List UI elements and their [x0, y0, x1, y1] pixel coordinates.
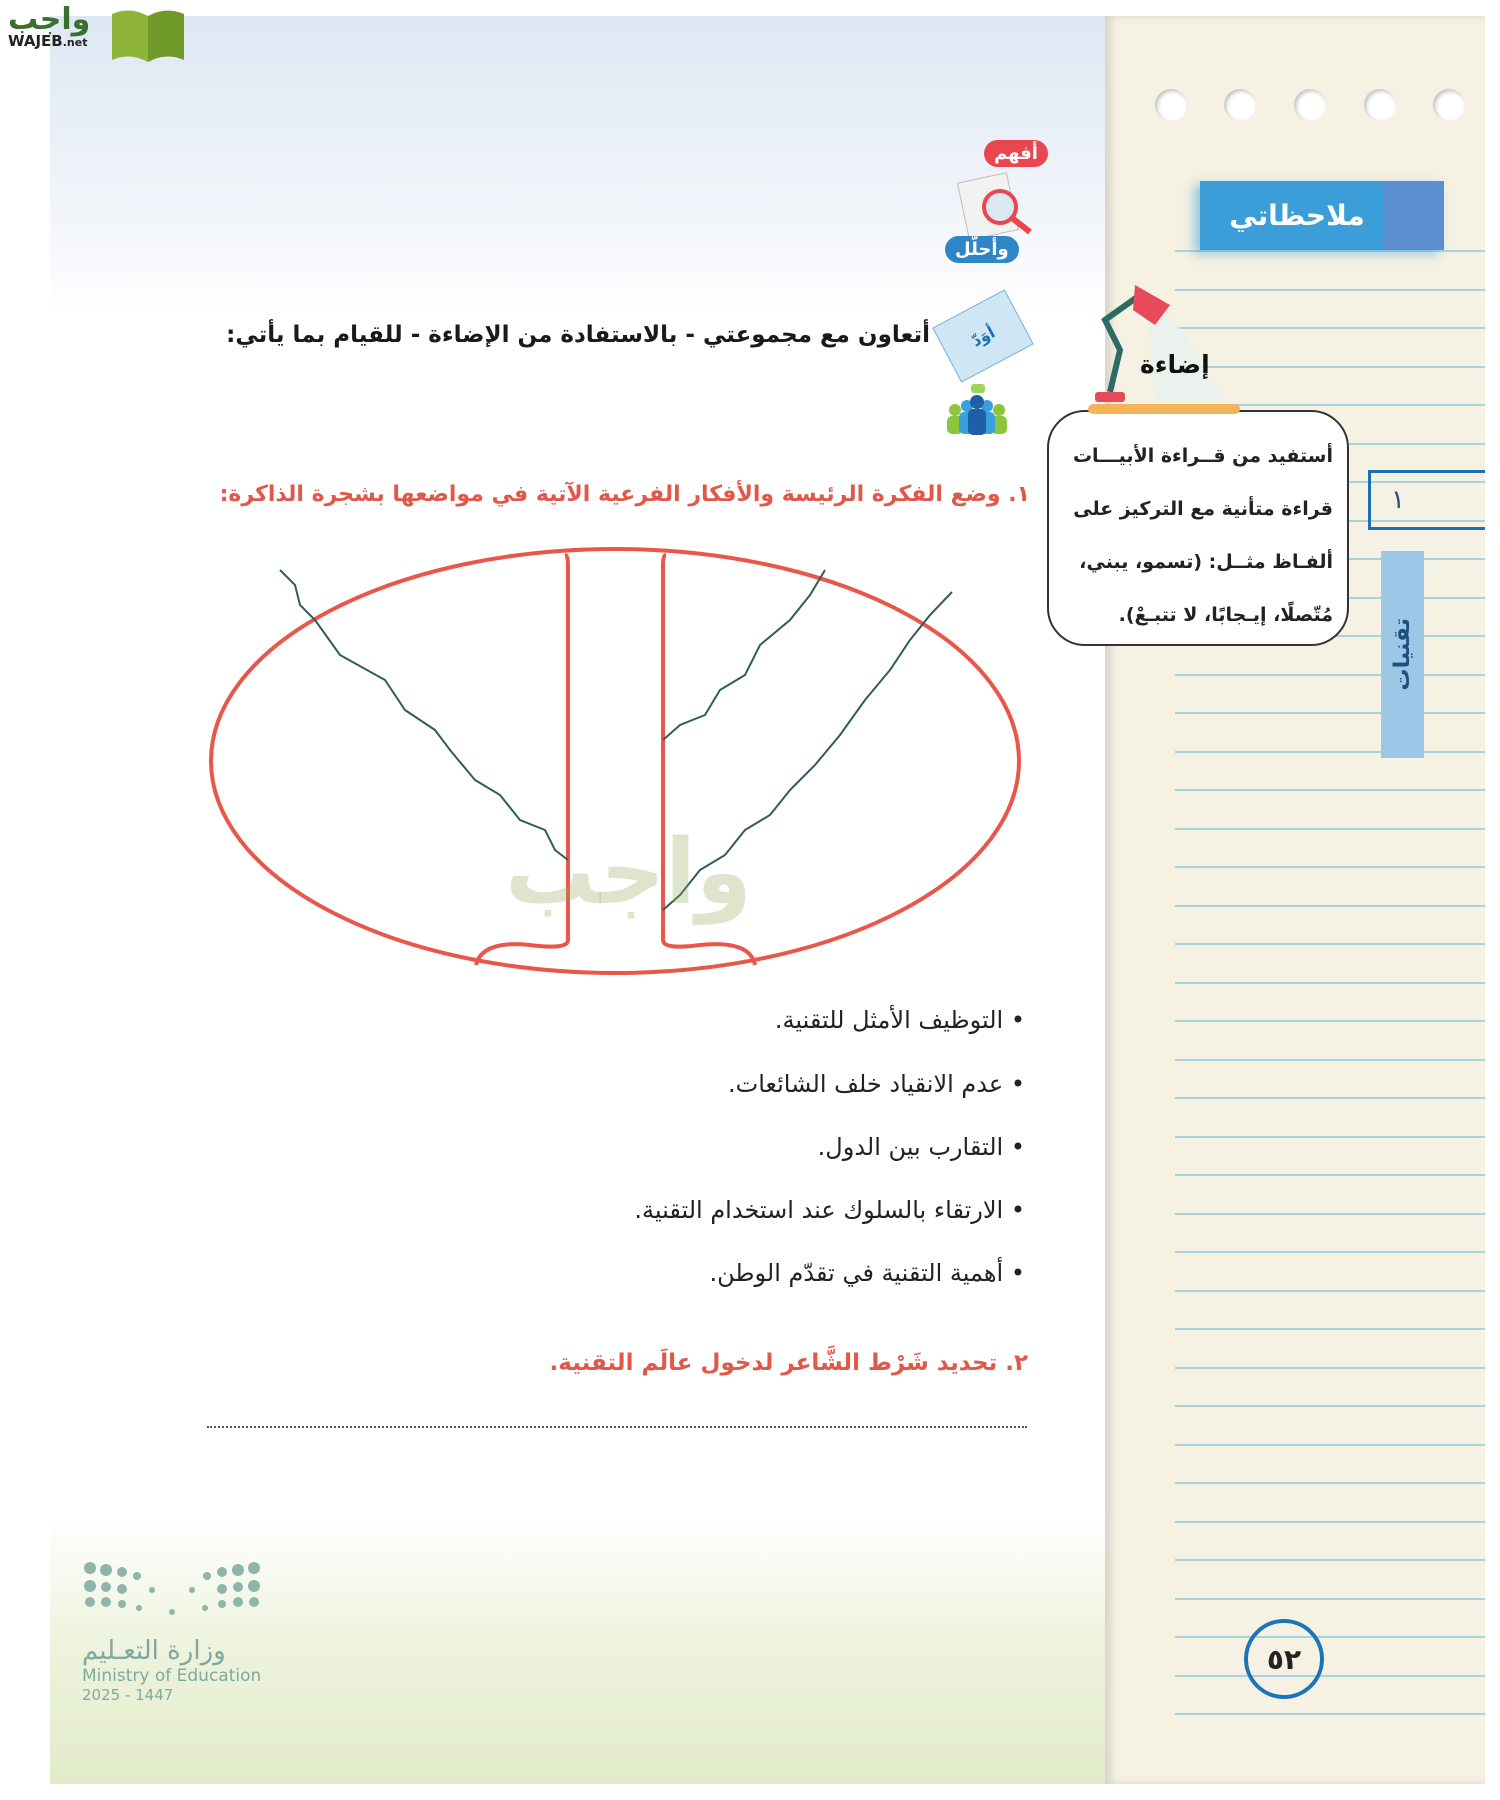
ruled-line — [1175, 712, 1485, 714]
ruled-line — [1175, 1059, 1485, 1061]
binder-hole — [1364, 89, 1396, 121]
group-icon — [943, 382, 1011, 436]
bullet-item: • التوظيف الأمثل للتقنية. — [774, 1006, 1025, 1034]
binder-hole — [1433, 89, 1465, 121]
bullet-item: • الارتقاء بالسلوك عند استخدام التقنية. — [634, 1196, 1025, 1224]
ruled-line — [1175, 982, 1485, 984]
wajeb-logo[interactable]: واجب WAJEB.net — [8, 2, 91, 50]
idaa-title: إضاءة — [1140, 350, 1210, 379]
ruled-line — [1175, 828, 1485, 830]
lamp-icon — [1095, 280, 1245, 410]
ruled-line — [1175, 905, 1485, 907]
answer-line[interactable] — [207, 1426, 1027, 1428]
ministry-dots-icon — [82, 1560, 262, 1620]
ruled-line — [1175, 1559, 1485, 1561]
binder-hole — [1294, 89, 1326, 121]
ruled-line — [1175, 1290, 1485, 1292]
ruled-line — [1175, 1213, 1485, 1215]
ruled-line — [1175, 1675, 1485, 1677]
page-number: ٥٢ — [1244, 1619, 1324, 1699]
ruled-line — [1175, 943, 1485, 945]
ruled-line — [1175, 674, 1485, 676]
ruled-line — [1175, 1521, 1485, 1523]
ruled-line — [1175, 1251, 1485, 1253]
ruled-line — [1175, 1174, 1485, 1176]
bullet-item: • أهمية التقنية في تقدّم الوطن. — [709, 1259, 1025, 1287]
binder-hole — [1224, 89, 1256, 121]
bullet-item: • التقارب بين الدول. — [817, 1133, 1025, 1161]
ruled-line — [1175, 1020, 1485, 1022]
ruled-line — [1175, 1636, 1485, 1638]
ruled-line — [1175, 1482, 1485, 1484]
unit-tag: تقنيات — [1381, 551, 1424, 758]
idaa-tip-box: أستفيد من قــراءة الأبيـــات قراءة متأنية مع التركيز على ألفـاظ مثــل: (تسمو، يبني، مُتّصلًا، إيـجابًا، لا تتبـعْ). — [1047, 410, 1349, 646]
idaa-bar — [1088, 404, 1240, 414]
notes-title: ملاحظاتي — [1200, 181, 1444, 250]
binder-hole — [1155, 89, 1187, 121]
instruction-text: أتعاون مع مجموعتي - بالاستفادة من الإضاءة - للقيام بما يأتي: — [226, 322, 930, 348]
ruled-line — [1175, 866, 1485, 868]
want-card-icon: أوَدّ — [932, 289, 1034, 382]
ruled-line — [1175, 1136, 1485, 1138]
analyze-badge: وأحلّل — [945, 236, 1019, 263]
ruled-line — [1175, 1328, 1485, 1330]
ruled-line — [1175, 1097, 1485, 1099]
bullet-item: • عدم الانقياد خلف الشائعات. — [728, 1070, 1025, 1098]
task-2-heading: ٢. تحديد شَرْط الشَّاعر لدخول عالَم التقنية. — [549, 1350, 1028, 1376]
task-1-heading: ١. وضع الفكرة الرئيسة والأفكار الفرعية الآتية في مواضعها بشجرة الذاكرة: — [219, 482, 1030, 507]
magnifier-document-icon — [955, 172, 1045, 242]
ruled-line — [1175, 1444, 1485, 1446]
ruled-line — [1175, 1405, 1485, 1407]
ruled-line — [1175, 1367, 1485, 1369]
ruled-line — [1175, 250, 1485, 252]
ministry-logo: وزارة التعـليم Ministry of Education 2025 - 1447 — [82, 1560, 262, 1704]
ruled-line — [1175, 751, 1485, 753]
ruled-line — [1175, 1713, 1485, 1715]
watermark: واجب — [505, 820, 752, 925]
understand-badge: أفهم — [984, 140, 1048, 167]
book-icon — [108, 6, 188, 64]
lesson-number: ١ — [1368, 470, 1485, 530]
ruled-line — [1175, 1598, 1485, 1600]
ruled-line — [1175, 789, 1485, 791]
